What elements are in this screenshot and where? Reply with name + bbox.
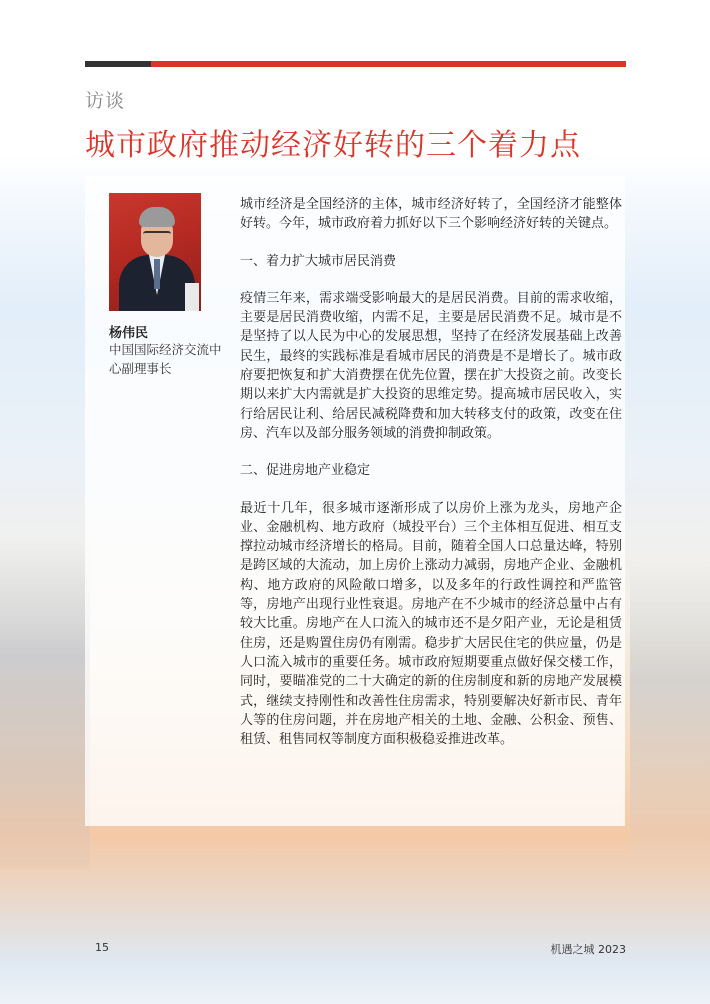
heading-real-estate: 二、促进房地产业稳定 [240,463,371,479]
paragraph-real-estate: 最近十几年，很多城市逐渐形成了以房价上涨为龙头，房地产企业、金融机构、地方政府（城投平台）三个主体相互促进、相互支撑拉动城市经济增长的格局。目前，随着全国人口总量达峰，特别是跨区域的大流动，加上房价上涨动力减弱，房地产企业、金融机构、地方政府的风险敞口增多，以及多年的行政性调控和严监管等，房地产出现行业性衰退。房地产在不少城市的经济总量中占有较大比重。房地产在人口流入的城市还不是夕阳产业，无论是租赁住房，还是购置住房仍有刚需。稳步扩大居民住宅的供应量，仍是人口流入城市的重要任务。城市政府短期要重点做好保交楼工作，同时，要瞄准党的二十大确定的新的住房制度和新的房地产发展模式，继续支持刚性和改善性住房需求，特别要解决好新市民、青年人等的住房问题，并在房地产相关的土地、金融、公积金、预售、租赁、租售同权等制度方面积极稳妥推进改革。 [240,500,622,748]
article-body [240,195,622,749]
header-rule-dark [85,61,151,67]
author-role: 中国国际经济交流中心副理事长 [109,342,222,376]
background-buildings-right [630,560,710,860]
header-rule-red [151,61,626,67]
page-number: 15 [95,941,109,954]
publication-name: 机遇之城 2023 [550,943,626,956]
background-buildings-left [0,540,90,870]
section-label: 访谈 [85,90,126,112]
author-photo [109,193,201,311]
paragraph-consumption: 疫情三年来，需求端受影响最大的是居民消费。目前的需求收缩，主要是居民消费收缩，内需不足，主要是居民消费不足。城市是不是坚持了以人民为中心的发展思想，坚持了在经济发展基础上改善民生，最终的实践标准是看城市居民的消费是不是增长了。城市政府要把恢复和扩大消费摆在优先位置，摆在扩大投资之前。改变长期以来扩大内需就是扩大投资的思维定势。提高城市居民收入，实行给居民让利、给居民减税降费和加大转移支付的政策，改变在住房、汽车以及部分服务领域的消费抑制政策。 [240,290,622,441]
paragraph-intro: 城市经济是全国经济的主体，城市经济好转了，全国经济才能整体好转。今年，城市政府着力抓好以下三个影响经济好转的关键点。 [240,197,622,232]
heading-consumption: 一、着力扩大城市居民消费 [240,253,397,269]
page-title: 城市政府推动经济好转的三个着力点 [85,128,581,163]
author-name: 杨伟民 [109,326,149,341]
